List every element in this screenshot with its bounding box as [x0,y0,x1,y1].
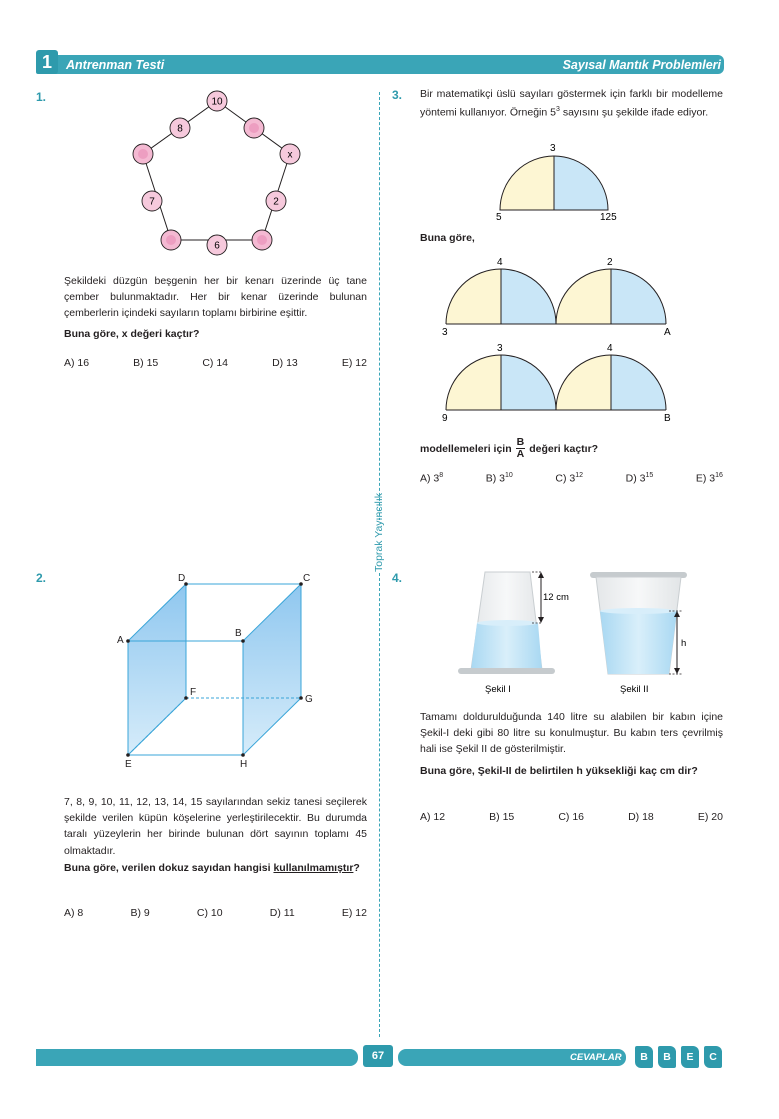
q3-question: modellemeleri için $\frac{B}{A}$ değeri kaçtır? [420,436,599,460]
q2-number: 2. [36,571,47,585]
svg-text:4: 4 [497,257,503,268]
q3-option-d[interactable]: D) $3^{15}$ [625,472,654,485]
q1-circle-label: 7 [149,196,155,208]
svg-text:5: 5 [496,212,502,220]
svg-text:3: 3 [497,343,503,354]
svg-text:B: B [664,413,671,424]
q2-option-c[interactable]: C) 10 [196,907,223,919]
q1-circle-label: x [287,149,293,161]
q1-circle-label: 2 [273,196,279,208]
answer-4: C [704,1046,722,1068]
q4-option-e[interactable]: E) 20 [697,811,723,823]
vertex-e: E [125,759,132,770]
q3-number: 3. [392,88,403,102]
svg-text:3: 3 [442,327,448,338]
vertex-h: H [240,759,248,770]
q3-model-a [438,254,678,340]
q1-option-b[interactable]: B) 15 [133,357,159,369]
cup-figure-2 [590,572,687,674]
q2-text: 7, 8, 9, 10, 11, 12, 13, 14, 15 sayılarından sekiz tanesi seçilerek şekilde verilen küpün köşelerine yerleştirilecektir. Bu durumda taralı yüzeylerin her birinde bulunan dört sayının toplamı 45 olmaktadır. [64,796,367,857]
svg-text:3: 3 [550,143,556,154]
q1-options [64,357,367,369]
answer-3: E [681,1046,699,1068]
svg-text:2: 2 [607,257,613,268]
q4-option-d[interactable]: D) 18 [628,811,654,823]
svg-text:12 cm: 12 cm [543,592,569,603]
vertex-c: C [303,573,311,584]
vertex-f: F [190,687,197,698]
answer-2: B [658,1046,676,1068]
q1-option-d[interactable]: D) 13 [272,357,298,369]
q1-option-c[interactable]: C) 14 [202,357,229,369]
q4-option-b[interactable]: B) 15 [489,811,515,823]
test-title: Antrenman Testi [66,58,165,72]
q1-option-a[interactable]: A) 16 [64,357,90,369]
answer-1: B [635,1046,653,1068]
svg-text:9: 9 [442,413,448,424]
q2-option-a[interactable]: A) 8 [64,907,84,919]
q2-option-b[interactable]: B) 9 [130,907,150,919]
svg-text:4: 4 [607,343,613,354]
topic-title: Sayısal Mantık Problemleri [562,58,721,72]
vertex-d: D [178,573,186,584]
publisher-label: Toprak Yayıncılık [373,493,385,572]
q2-cube-figure [110,568,330,773]
test-number-badge: 1 [36,50,58,74]
svg-text:h: h [681,638,687,649]
q1-circle-label: 10 [211,96,223,108]
q2-options [64,907,367,919]
q1-pentagon-figure [120,88,320,260]
answers-label: CEVAPLAR [570,1052,622,1063]
q3-option-b[interactable]: B) $3^{10}$ [485,472,513,485]
q1-option-e[interactable]: E) 12 [341,357,367,369]
q2-option-e[interactable]: E) 12 [341,907,367,919]
svg-text:A: A [664,327,671,338]
q1-circle-label: 8 [177,123,183,135]
q1-circle-label: 6 [214,240,220,252]
svg-text:125: 125 [600,212,617,220]
q3-option-e[interactable]: E) $3^{16}$ [695,472,723,485]
q3-example-semicircle [492,140,632,220]
q4-question: Buna göre, Şekil-II de belirtilen h yüksekliği kaç cm dir? [420,765,698,777]
page-number: 67 [363,1045,393,1067]
q4-cups-figure [450,564,720,698]
shaded-face-left [128,584,186,755]
vertex-b: B [235,628,242,639]
q2-option-d[interactable]: D) 11 [269,907,295,919]
q3-option-c[interactable]: C) $3^{12}$ [555,472,584,485]
q1-text: Şekildeki düzgün beşgenin her bir kenarı üzerinde üç tane çember bulunmaktadır. Her bir kenar üzerinde bulunan çemberlerin içindeki sayıların toplamı birbirine eşittir. [64,275,367,320]
q4-number: 4. [392,571,403,585]
footer-bar-left [36,1049,358,1066]
q4-text: Tamamı doldurulduğunda 140 litre su alabilen bir kabın içine Şekil-I deki gibi 80 litre su konulmuştur. Bu kabın ters çevrilmiş hali ise Şekil II de gösterilmiştir. [420,711,723,756]
q3-intro: Bir matematikçi üslü sayıları göstermek için farklı bir modelleme yöntemi kullanıyor. Örneğin $5^3$ sayısını şu şekilde ifade ediyor. [420,88,723,119]
q1-question: Buna göre, x değeri kaçtır? [64,328,200,340]
q4-options [420,811,723,823]
q1-number: 1. [36,90,47,104]
q3-lead: Buna göre, [420,232,475,244]
q3-options [420,472,723,485]
q2-question: Buna göre, verilen dokuz sayıdan hangisi kullanılmamıştır? [64,862,360,874]
caption-2: Şekil II [620,684,649,695]
q3-option-a[interactable]: A) $3^8$ [420,472,444,485]
shaded-face-right [243,584,301,755]
vertex-a: A [117,635,124,646]
vertex-g: G [305,694,313,705]
caption-1: Şekil I [485,684,511,695]
cup-figure-1 [458,572,569,674]
q3-fraction: $\frac{B}{A}$ [516,436,525,460]
q4-option-a[interactable]: A) 12 [420,811,446,823]
q4-option-c[interactable]: C) 16 [558,811,585,823]
q3-model-b [438,340,678,426]
